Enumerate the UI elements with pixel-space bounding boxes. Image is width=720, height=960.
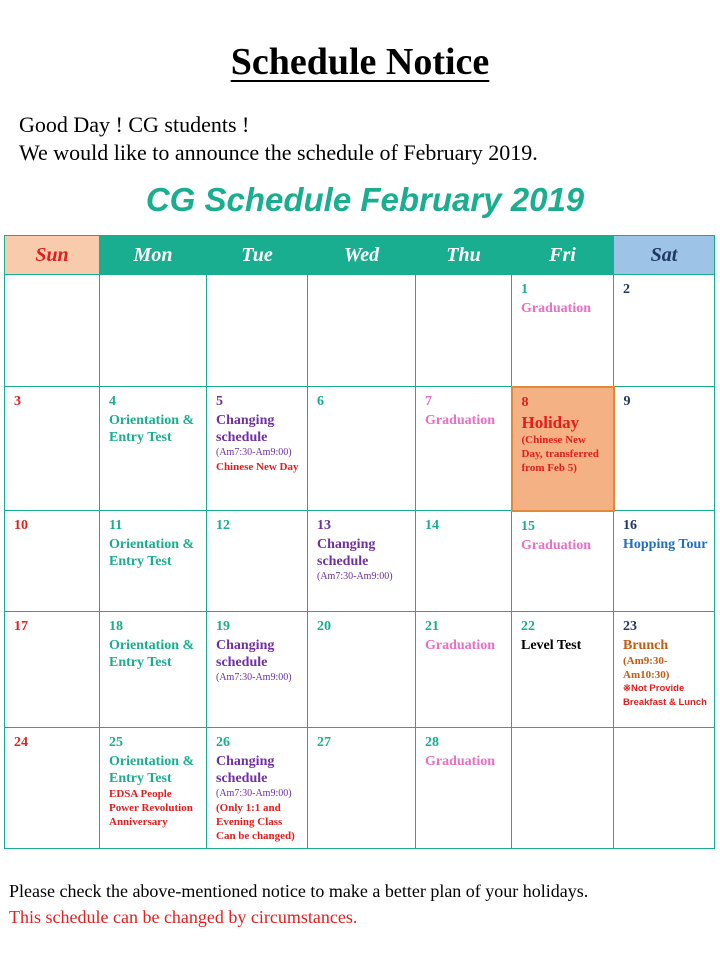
event-hopping-tour: Hopping Tour [623,537,708,552]
day-cell-1 [512,275,614,387]
day-number: 2 [623,282,630,297]
week-row [5,728,715,849]
footer-line: Please check the above-mentioned notice to make a better plan of your holidays. [9,881,589,901]
footer-warning: This schedule can be changed by circumstances. [9,907,358,927]
event-note: EDSA People Power Revolution Anniversary [109,788,193,828]
day-cell-12 [207,511,308,612]
event-level-test: Level Test [521,638,582,653]
empty-day-cell [5,275,100,387]
day-number: 9 [623,394,631,409]
day-number: 10 [14,518,28,533]
event-note: (Only 1:1 and Evening Class Can be changed) [216,802,295,842]
day-number: 17 [14,619,28,634]
weekday-header-row [5,236,715,275]
event-orientation: Orientation & Entry Test [109,754,195,786]
day-cell-25 [100,728,207,849]
day-number: 24 [14,735,28,750]
event-time: (Am7:30-Am9:00) [317,571,393,582]
day-cell-20 [308,612,416,728]
event-changing-schedule: Changing schedule [216,754,275,786]
event-time: (Am7:30-Am9:00) [216,672,292,683]
event-note: Chinese New Day [216,461,299,473]
day-cell-26 [207,728,308,849]
day-number: 22 [521,619,535,634]
day-number: 1 [521,282,528,297]
event-graduation: Graduation [425,638,496,653]
day-cell-10 [5,511,100,612]
event-holiday: Holiday [521,412,580,432]
day-cell-7 [416,387,512,511]
calendar-title: CG Schedule February 2019 [145,181,585,218]
day-number: 12 [216,518,230,533]
intro-text [19,111,538,167]
day-number: 4 [109,394,116,409]
day-number: 3 [14,394,21,409]
week-row [5,275,715,387]
event-orientation: Orientation & Entry Test [109,537,195,569]
weekday-thu: Thu [416,236,512,275]
empty-day-cell [308,275,416,387]
day-number: 7 [425,394,432,409]
weekday-fri: Fri [512,236,614,275]
event-graduation: Graduation [521,537,592,553]
weekday-sun: Sun [5,236,100,275]
day-number: 15 [521,518,535,534]
week-row [5,387,715,511]
event-graduation: Graduation [425,754,496,769]
day-number: 23 [623,619,637,634]
event-changing-schedule: Changing schedule [216,638,275,670]
weekday-tue: Tue [207,236,308,275]
day-cell-3 [5,387,100,511]
day-cell-15 [512,511,614,612]
day-cell-22 [512,612,614,728]
weekday-sat: Sat [614,236,715,275]
day-cell-21 [416,612,512,728]
day-number: 20 [317,619,331,634]
day-number: 14 [425,518,439,533]
day-cell-9 [614,387,715,511]
footer-notice [9,878,588,930]
day-cell-8-holiday [512,387,614,511]
announcement-line: We would like to announce the schedule of February 2019. [19,140,538,165]
event-time: (Am7:30-Am9:00) [216,447,292,458]
day-number: 5 [216,394,223,409]
event-note: (Chinese New Day, transferred from Feb 5) [521,433,599,474]
empty-day-cell [416,275,512,387]
day-cell-11 [100,511,207,612]
weekday-mon: Mon [100,236,207,275]
day-cell-2 [614,275,715,387]
day-cell-6 [308,387,416,511]
day-number: 28 [425,735,439,750]
empty-day-cell [614,728,715,849]
day-number: 11 [109,518,123,533]
event-changing-schedule: Changing schedule [216,413,275,445]
weekday-wed: Wed [308,236,416,275]
day-cell-23 [614,612,715,728]
day-cell-14 [416,511,512,612]
day-cell-19 [207,612,308,728]
day-number: 21 [425,619,439,634]
greeting-line: Good Day ! CG students ! [19,112,250,137]
event-brunch: Brunch [623,638,669,653]
event-orientation: Orientation & Entry Test [109,413,195,445]
day-number: 18 [109,619,123,634]
event-note: ※Not Provide Breakfast & Lunch [623,683,707,708]
day-number: 6 [317,394,324,409]
week-row [5,612,715,728]
day-number: 8 [521,394,529,410]
day-cell-16 [614,511,715,612]
empty-day-cell [512,728,614,849]
week-row [5,511,715,612]
day-number: 13 [317,518,331,533]
empty-day-cell [100,275,207,387]
day-cell-27 [308,728,416,849]
day-cell-18 [100,612,207,728]
event-time: (Am9:30-Am10:30) [623,655,670,681]
day-cell-17 [5,612,100,728]
empty-day-cell [207,275,308,387]
day-cell-24 [5,728,100,849]
day-number: 19 [216,619,230,634]
day-cell-28 [416,728,512,849]
event-changing-schedule: Changing schedule [317,537,376,569]
day-number: 27 [317,735,331,750]
page-title: Schedule Notice [230,41,490,83]
event-graduation: Graduation [521,301,592,316]
day-cell-5 [207,387,308,511]
day-number: 25 [109,735,123,750]
event-orientation: Orientation & Entry Test [109,638,195,670]
day-cell-13 [308,511,416,612]
calendar-table [4,235,715,849]
day-number: 26 [216,735,230,750]
day-number: 16 [623,518,637,533]
event-graduation: Graduation [425,413,496,428]
day-cell-4 [100,387,207,511]
event-time: (Am7:30-Am9:00) [216,788,292,799]
